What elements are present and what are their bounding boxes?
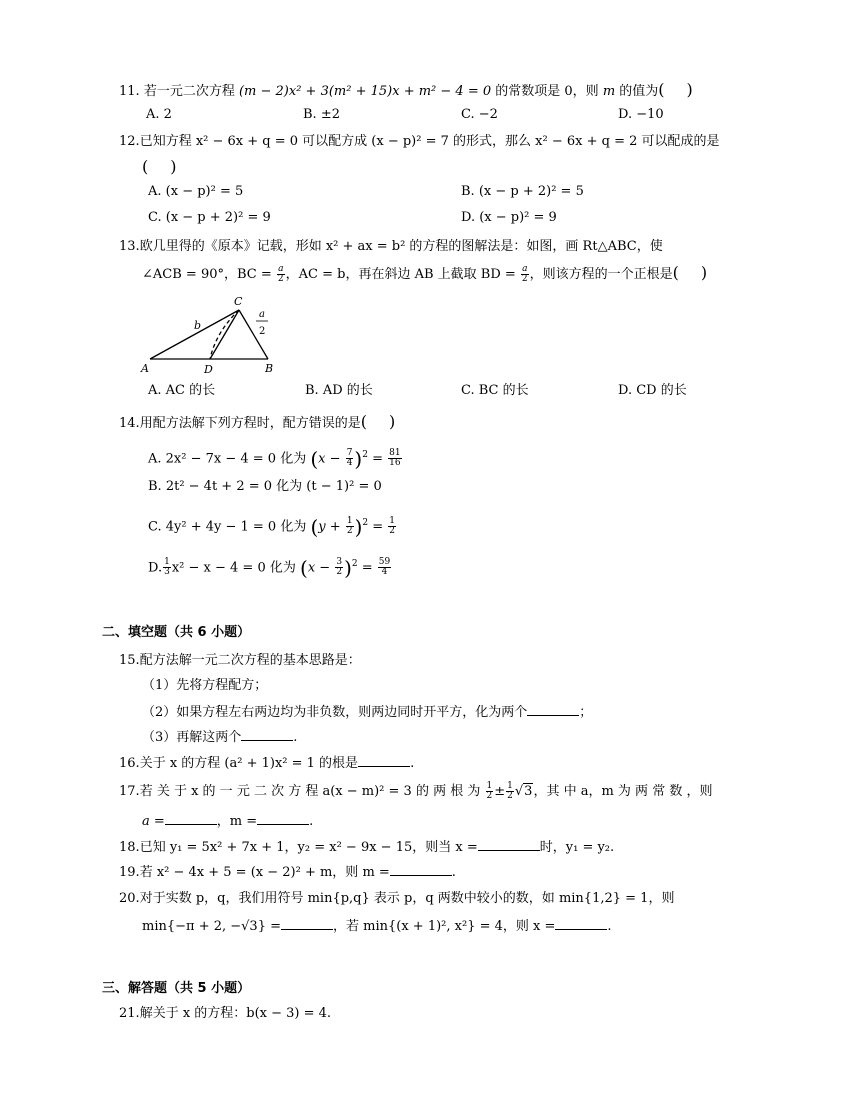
q13-stem-line2: ∠ACB = 90°，BC = $\frac{a}{2}$ ，AC = b，再在斜边 AB 上截取 BD = $\frac{a}{2}$ ，则该方程的一个正根是() [142, 263, 730, 284]
q15-step3: （3）再解这两个 . [142, 730, 298, 745]
fraction: $\frac{a}{2}$ [277, 264, 284, 284]
q13-option-b: B. AD 的长 [305, 383, 373, 398]
q11-option-d: D. −10 [618, 107, 664, 122]
section-title-fill-in: 二、填空题（共 6 小题） [102, 625, 251, 640]
q16-stem: 16.关于 x 的方程 (a² + 1)x² = 1 的根是 . [119, 756, 415, 771]
q15-step2: （2）如果方程左右两边均为非负数，则两边同时开平方，化为两个 ； [142, 705, 593, 720]
q12-option-c: C. (x − p + 2)² = 9 [148, 210, 271, 225]
vertex-a-label: A [141, 362, 149, 374]
answer-blank[interactable] [555, 917, 607, 930]
q20-stem-line1: 20.对于实数 p，q，我们用符号 min{p,q} 表示 p，q 两数中较小的数，如 min{1,2} = 1，则 [119, 891, 675, 906]
answer-blank[interactable] [257, 812, 309, 825]
answer-blank[interactable] [241, 728, 293, 741]
answer-bracket: () [142, 157, 199, 176]
q19-stem: 19.若 x² − 4x + 5 = (x − 2)² + m，则 m = . [119, 865, 456, 880]
answer-blank[interactable] [358, 754, 410, 767]
q15-step1: （1）先将方程配方； [142, 678, 268, 693]
answer-blank[interactable] [527, 703, 579, 716]
q20-stem-line2: min{−π + 2, −√3} = ，若 min{(x + 1)², x²} = 4，则 x = . [142, 919, 612, 934]
q13-stem-line1: 13.欧几里得的《原本》记载，形如 x² + ax = b² 的方程的图解法是：如图，画 Rt△ABC，使 [119, 239, 663, 254]
answer-bracket: () [658, 80, 715, 99]
q11-number: 11. [119, 84, 140, 99]
q13-option-a: A. AC 的长 [148, 383, 216, 398]
q12-option-a: A. (x − p)² = 5 [148, 184, 244, 199]
fraction: $\frac{a}{2}$ [521, 264, 528, 284]
q18-stem: 18.已知 y₁ = 5x² + 7x + 1，y₂ = x² − 9x − 15，则当 x = 时，y₁ = y₂. [119, 840, 615, 855]
answer-blank[interactable] [165, 812, 217, 825]
q11-option-c: C. −2 [461, 107, 498, 122]
q12-option-d: D. (x − p)² = 9 [461, 210, 557, 225]
q14-option-c: C. 4y² + 4y − 1 = 0 化为 (y + $\frac{1}{2}$ )$^2$ = $\frac{1}{2}$ [148, 514, 396, 539]
q11-stem: 11. 若一元二次方程 (m − 2)x² + 3(m² + 15)x + m² − 4 = 0 的常数项是 0，则 m 的值为() [119, 80, 715, 99]
vertex-b-label: B [265, 362, 274, 374]
section-title-answer: 三、解答题（共 5 小题） [102, 981, 251, 996]
q13-option-d: D. CD 的长 [618, 383, 687, 398]
vertex-d-label: D [204, 363, 213, 374]
q14-option-b: B. 2t² − 4t + 2 = 0 化为 (t − 1)² = 0 [148, 479, 382, 494]
q11-option-b: B. ±2 [303, 107, 340, 122]
q14-option-a: A. 2x² − 7x − 4 = 0 化为 (x − $\frac{7}{4}$ )$^2$ = $\frac{81}{16}$ [148, 446, 401, 471]
q21-stem: 21.解关于 x 的方程：b(x − 3) = 4. [119, 1006, 332, 1021]
q14-stem: 14.用配方法解下列方程时，配方错误的是() [119, 412, 418, 431]
side-b-label: b [194, 319, 202, 332]
q13-option-c: C. BC 的长 [461, 383, 529, 398]
answer-blank[interactable] [478, 838, 540, 851]
answer-bracket: () [672, 263, 730, 282]
q12-option-b: B. (x − p + 2)² = 5 [461, 184, 584, 199]
answer-blank[interactable] [281, 917, 333, 930]
q12-stem: 12.已知方程 x² − 6x + q = 0 可以配方成 (x − p)² = 7 的形式，那么 x² − 6x + q = 2 可以配成的是 [119, 134, 720, 149]
q17-stem-line2: a = ，m = . [142, 814, 314, 829]
vertex-c-label: C [234, 295, 243, 308]
q17-stem-line1: 17.若 关 于 x 的 一 元 二 次 方 程 a(x − m)² = 3 的 两 根 为 $\frac{1}{2}$ ± $\frac{1}{2}$ √3，其 中 a，m 为 两 常 数 ，则 [119, 781, 713, 801]
q15-stem: 15.配方法解一元二次方程的基本思路是： [119, 653, 361, 668]
side-a-numerator: a [259, 309, 265, 320]
q11-option-a: A. 2 [146, 107, 172, 122]
side-a-denominator: 2 [259, 326, 266, 337]
triangle-figure [138, 292, 288, 374]
answer-bracket: () [360, 412, 418, 431]
answer-blank[interactable] [390, 863, 452, 876]
q14-option-d: D. $\frac{1}{3}$ x² − x − 4 = 0 化为 (x − $\frac{3}{2}$ )$^2$ = $\frac{59}{4}$ [148, 555, 391, 580]
